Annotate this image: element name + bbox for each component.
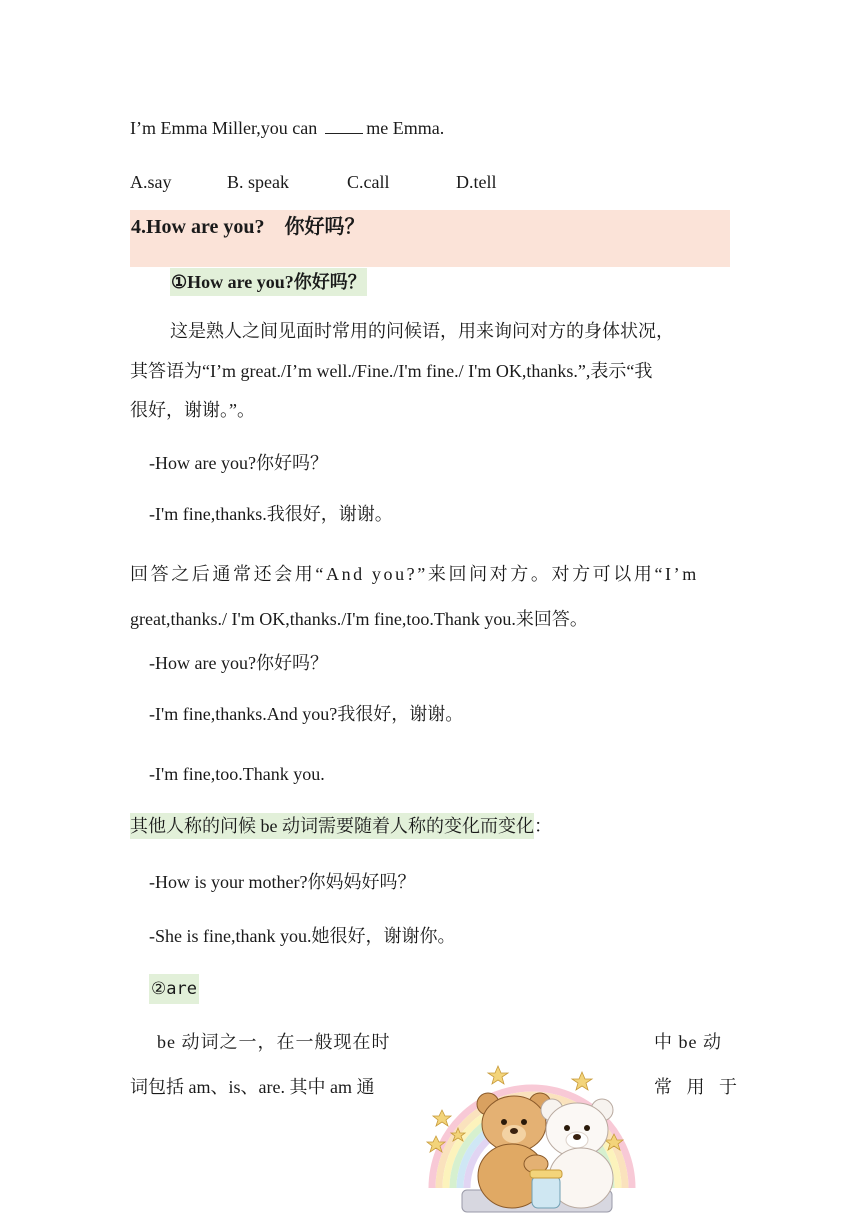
section-heading: 4.How are you? 你好吗？ [131,216,365,238]
other-person-note [130,814,552,838]
dialog3-question: -How is your mother?你妈妈好吗？ [149,872,416,892]
subheading-are: ②are [149,974,199,1004]
dialog2-reply: -I'm fine,too.Thank you. [149,764,325,784]
dialog3-answer: -She is fine,thank you.她很好，谢谢你。 [149,926,456,946]
question-text-after: me Emma. [366,118,445,138]
explain-line-2: 其答语为“I’m great./I’m well./Fine./I'm fine./ I'm OK,thanks.”,表示“我 [130,361,653,381]
be-line-1-left: be 动词之一，在一般现在时 [157,1032,391,1052]
question-sentence [130,116,444,140]
option-a: A.say [130,172,172,192]
teddy-bears-rainbow-image [418,1058,644,1216]
question-text-before: I’m Emma Miller,you can [130,118,318,138]
be-line-2-right: 常 用 于 [654,1077,742,1097]
dialog2-answer: -I'm fine,thanks.And you?我很好，谢谢。 [149,704,464,724]
followup-line-1: 回答之后通常还会用“And you?”来回问对方。对方可以用“I’m [130,564,699,584]
dialog1-answer: -I'm fine,thanks.我很好，谢谢。 [149,504,393,524]
followup-line-2: great,thanks./ I'm OK,thanks./I'm fine,too.Thank you.来回答。 [130,609,588,629]
option-b: B. speak [227,172,289,192]
be-line-1-right: 中 be 动 [654,1032,722,1052]
dialog2-question: -How are you?你好吗？ [149,653,328,673]
other-person-note-colon: ： [534,816,552,836]
teddy-bears-illustration [418,1058,644,1216]
subheading-how-are-you: ①How are you?你好吗？ [170,268,367,296]
be-line-2-left: 词包括 am、is、are. 其中 am 通 [130,1077,375,1097]
explain-line-3: 很好，谢谢。”。 [130,400,255,420]
other-person-note-text: 其他人称的问候 be 动词需要随着人称的变化而变化 [130,813,534,839]
dialog1-question: -How are you?你好吗？ [149,453,328,473]
option-d: D.tell [456,172,497,192]
option-c: C.call [347,172,390,192]
answer-blank [325,119,363,134]
explain-line-1: 这是熟人之间见面时常用的问候语，用来询问对方的身体状况， [170,321,674,341]
